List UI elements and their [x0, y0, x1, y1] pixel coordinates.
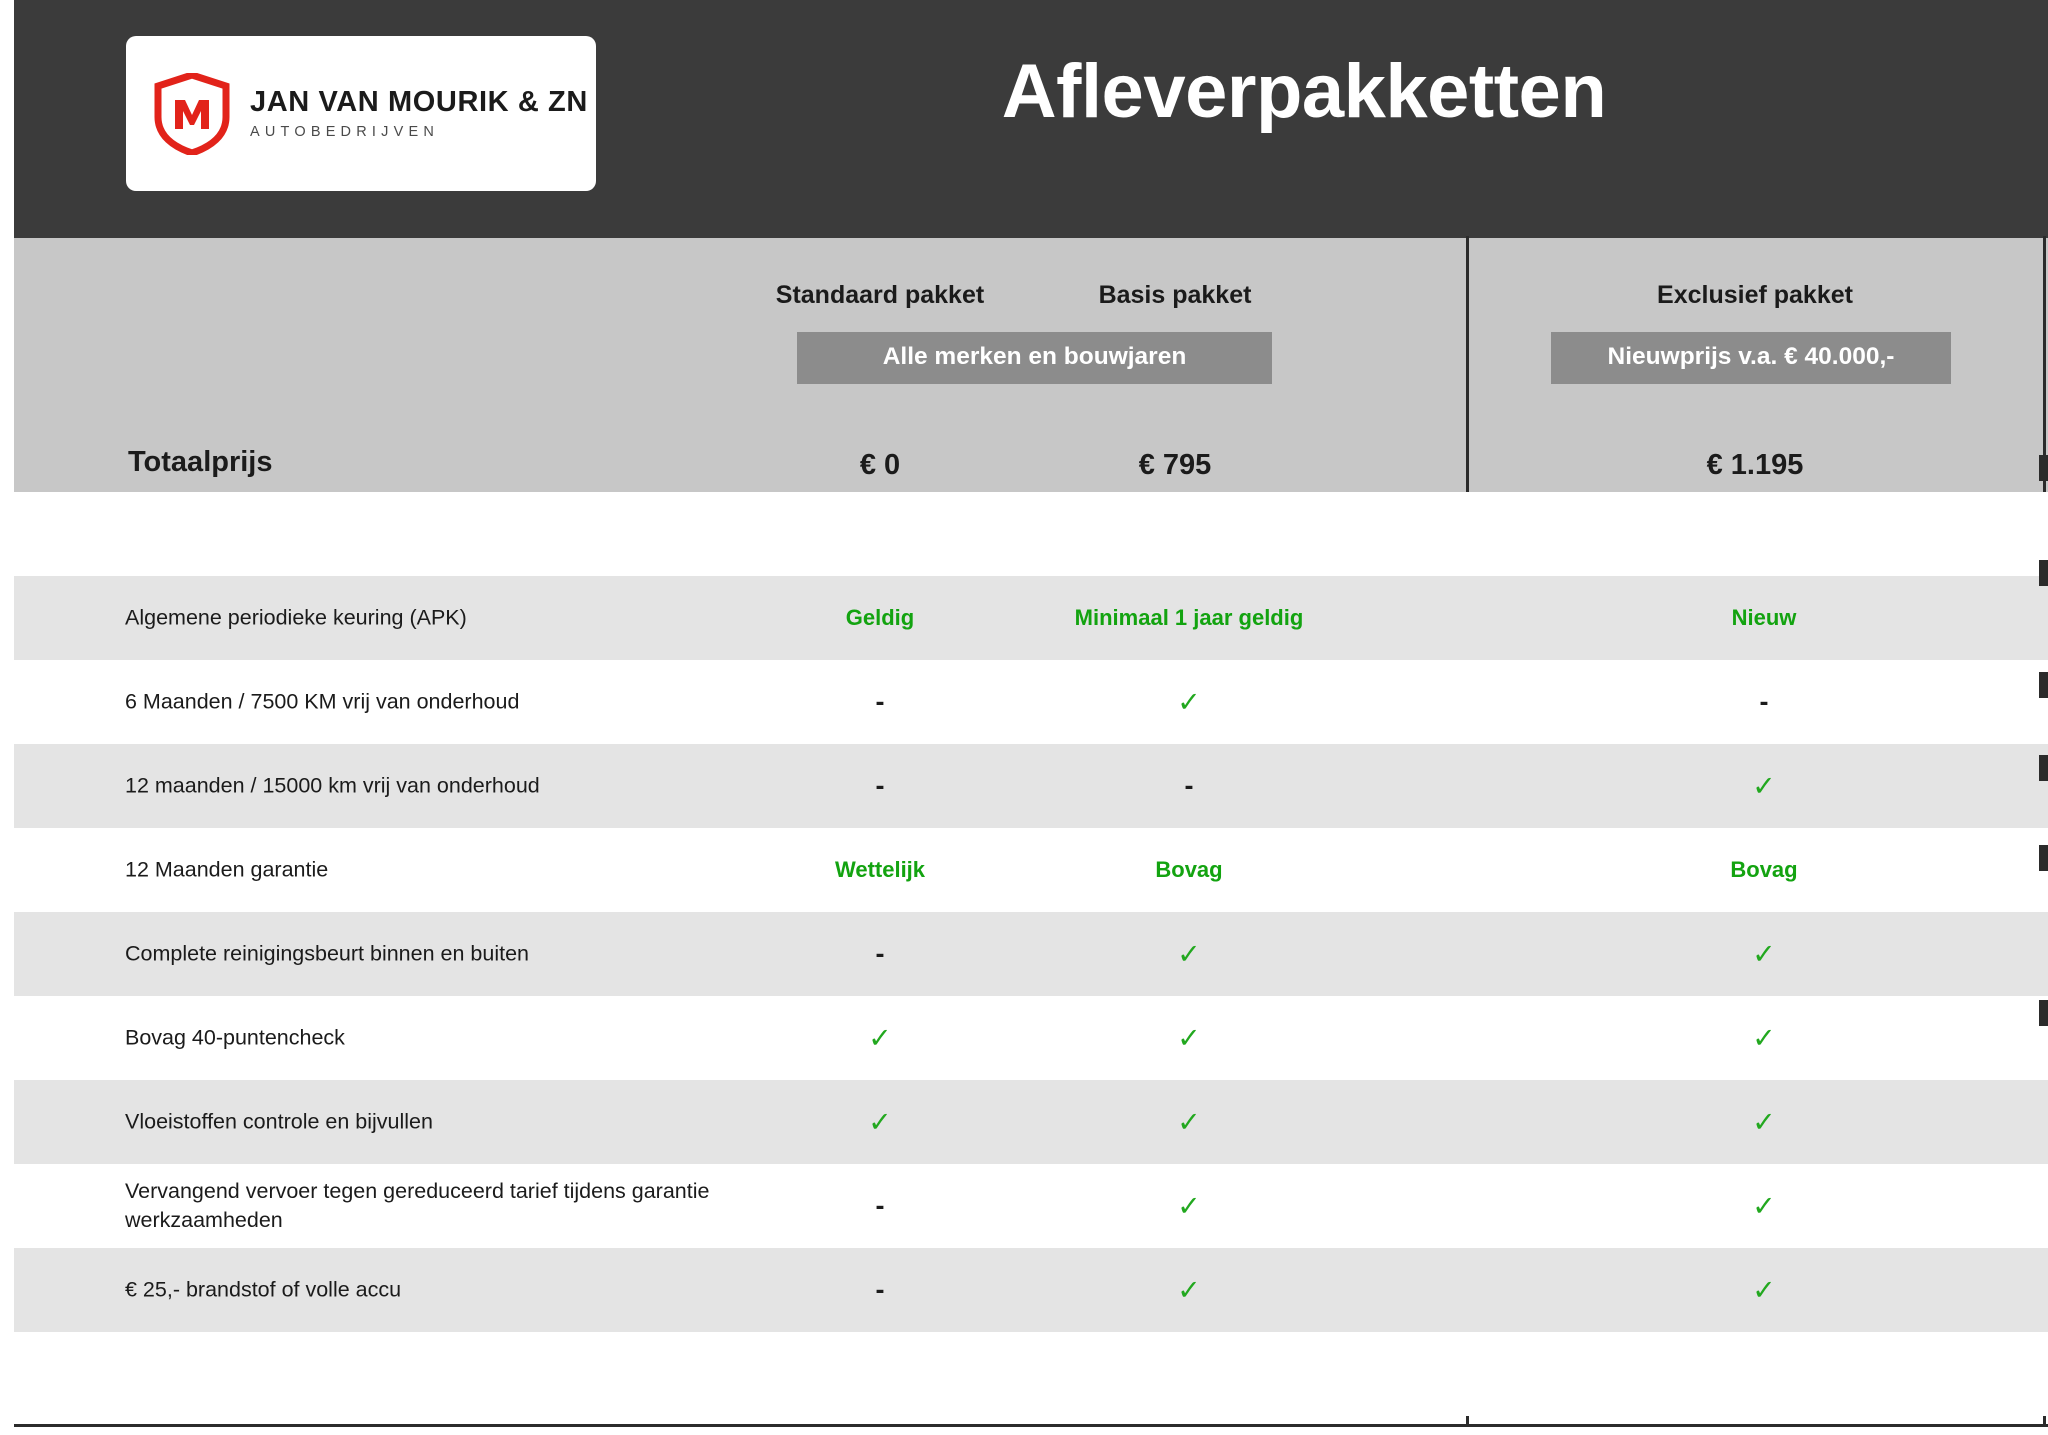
- row-label: Vervangend vervoer tegen gereduceerd tarief tijdens garantie werkzaamheden: [125, 1178, 710, 1232]
- totaalprijs-standaard: € 0: [859, 449, 901, 481]
- logo-company-subtitle: AUTOBEDRIJVEN: [250, 123, 439, 140]
- table-row: [14, 576, 2048, 660]
- table-row: [14, 660, 2048, 744]
- row-value-standaard: ✓: [868, 1106, 892, 1138]
- row-value-basis: ✓: [1177, 686, 1201, 718]
- row-label: Algemene periodieke keuring (APK): [125, 605, 467, 630]
- row-value-basis: ✓: [1177, 1022, 1201, 1054]
- row-value-basis: ✓: [1177, 1190, 1201, 1222]
- logo-company-name: JAN VAN MOURIK & ZN: [250, 86, 588, 119]
- page-title: Afleverpakketten: [1001, 49, 1607, 134]
- company-logo: [126, 36, 596, 191]
- table-row: [14, 1164, 2048, 1248]
- row-value-exclusief: Nieuw: [1731, 605, 1797, 630]
- edge-tick: [2039, 560, 2048, 586]
- row-label: 12 maanden / 15000 km vrij van onderhoud: [125, 773, 540, 798]
- bottom-rule: [14, 1424, 2048, 1427]
- edge-tick: [2039, 1000, 2048, 1026]
- row-label: Complete reinigingsbeurt binnen en buiten: [125, 941, 529, 966]
- row-value-exclusief: ✓: [1752, 938, 1776, 970]
- row-value-exclusief: -: [1759, 686, 1769, 717]
- row-value-standaard: -: [875, 686, 885, 717]
- edge-tick: [2039, 755, 2048, 781]
- column-header-basis: Basis pakket: [1098, 281, 1252, 309]
- feature-rows: [14, 492, 2048, 1416]
- table-row: [14, 1080, 2048, 1164]
- totaalprijs-basis: € 795: [1138, 449, 1212, 481]
- row-value-basis: ✓: [1177, 938, 1201, 970]
- row-value-standaard: -: [875, 938, 885, 969]
- row-label: Vloeistoffen controle en bijvullen: [125, 1109, 433, 1134]
- spacer-row-bottom: [14, 1332, 2048, 1416]
- row-value-standaard: Wettelijk: [834, 857, 926, 882]
- badge-alle-merken: Alle merken en bouwjaren: [797, 332, 1272, 384]
- row-value-standaard: ✓: [868, 1022, 892, 1054]
- row-value-standaard: Geldig: [845, 605, 915, 630]
- page-header: [14, 0, 2048, 245]
- row-value-exclusief: ✓: [1752, 1022, 1776, 1054]
- row-value-basis: Bovag: [1155, 857, 1223, 882]
- badge-nieuwprijs: Nieuwprijs v.a. € 40.000,-: [1551, 332, 1951, 384]
- row-value-standaard: -: [875, 1190, 885, 1221]
- row-value-basis: ✓: [1177, 1274, 1201, 1306]
- row-label: 12 Maanden garantie: [125, 857, 329, 882]
- table-row: [14, 996, 2048, 1080]
- row-value-standaard: -: [875, 1274, 885, 1305]
- row-value-exclusief: Bovag: [1730, 857, 1798, 882]
- row-value-basis: -: [1184, 770, 1194, 801]
- column-header-standaard: Standaard pakket: [775, 281, 985, 309]
- column-header-exclusief: Exclusief pakket: [1657, 281, 1853, 309]
- edge-tick: [2039, 845, 2048, 871]
- row-value-basis: ✓: [1177, 1106, 1201, 1138]
- row-value-exclusief: ✓: [1752, 1190, 1776, 1222]
- row-label: € 25,- brandstof of volle accu: [125, 1277, 402, 1302]
- table-row: [14, 828, 2048, 912]
- row-label: 6 Maanden / 7500 KM vrij van onderhoud: [125, 689, 520, 714]
- row-value-exclusief: ✓: [1752, 1106, 1776, 1138]
- table-row: [14, 912, 2048, 996]
- totaalprijs-exclusief: € 1.195: [1706, 449, 1804, 481]
- totaalprijs-label: Totaalprijs: [128, 446, 273, 478]
- row-value-exclusief: ✓: [1752, 1274, 1776, 1306]
- row-value-standaard: -: [875, 770, 885, 801]
- spacer-row-top: [14, 492, 2048, 576]
- logo-text: [250, 87, 588, 139]
- table-row: [14, 744, 2048, 828]
- row-value-basis: Minimaal 1 jaar geldig: [1074, 605, 1304, 630]
- shield-logo-icon: [154, 73, 230, 155]
- row-value-exclusief: ✓: [1752, 770, 1776, 802]
- edge-tick: [2039, 672, 2048, 698]
- row-label: Bovag 40-puntencheck: [125, 1025, 345, 1050]
- table-row: [14, 1248, 2048, 1332]
- edge-tick: [2039, 455, 2048, 481]
